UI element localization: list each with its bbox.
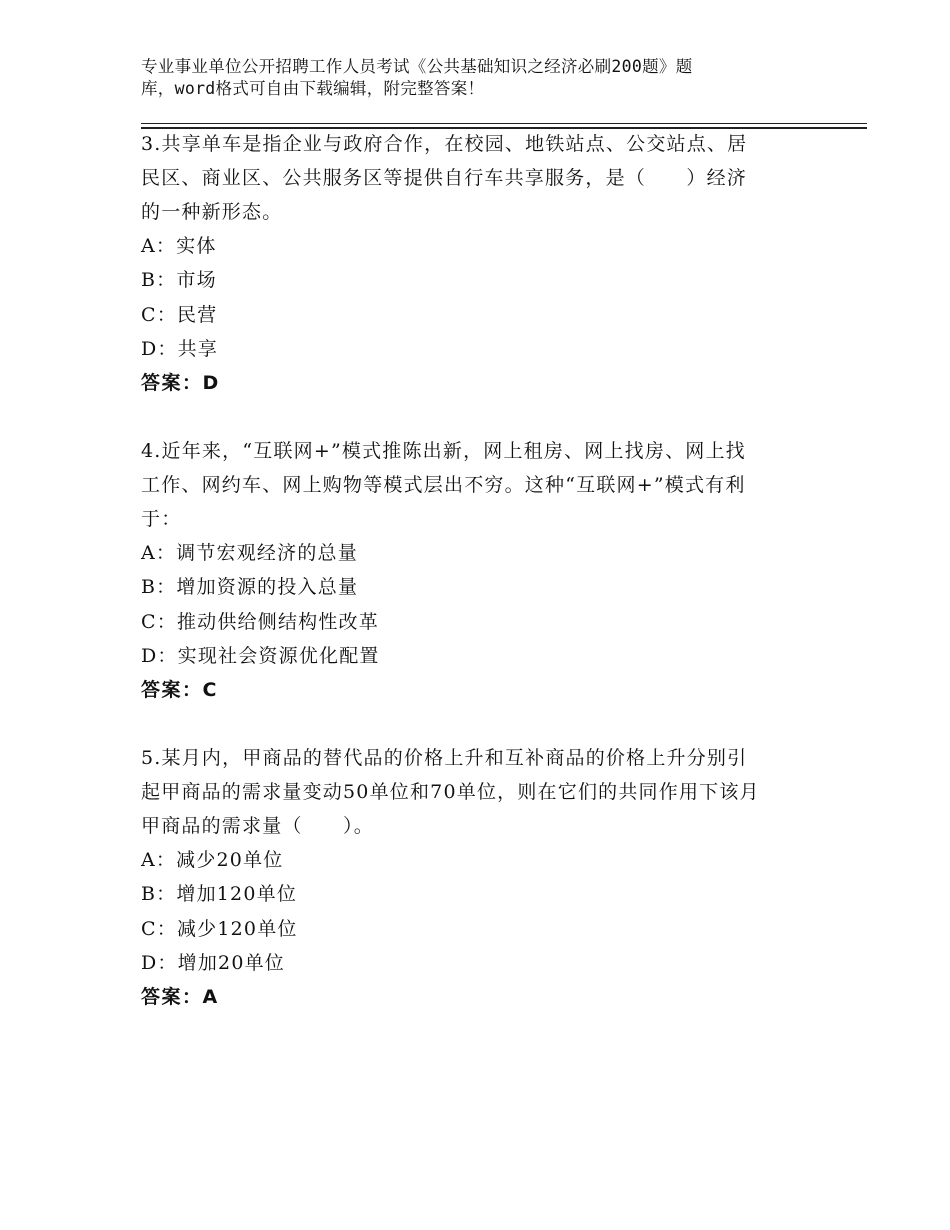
question-3 [141,127,821,400]
option-c: C：减少120单位 [141,917,298,940]
header-line-2: 库，word格式可自由下载编辑，附完整答案！ [141,79,485,98]
option-d: D：增加20单位 [141,951,286,974]
answer: 答案：A [141,986,219,1009]
question-stem-line: 工作、网约车、网上购物等模式层出不穷。这种“互联网+”模式有利 [141,474,746,496]
header-line-1: 专业事业单位公开招聘工作人员考试《公共基础知识之经济必刷200题》题 [141,57,693,76]
question-stem-line: 甲商品的需求量（ ）。 [141,815,374,837]
option-c: C：民营 [141,303,218,326]
option-a: A：调节宏观经济的总量 [141,542,358,564]
question-stem-line: 3.共享单车是指企业与政府合作，在校园、地铁站点、公交站点、居 [141,133,748,155]
question-stem-line: 民区、商业区、公共服务区等提供自行车共享服务，是（ ）经济 [141,167,748,189]
question-stem-line: 4.近年来，“互联网+”模式推陈出新，网上租房、网上找房、网上找 [141,440,746,462]
option-c: C：推动供给侧结构性改革 [141,610,379,633]
option-a: A：减少20单位 [141,849,284,871]
option-d: D：实现社会资源优化配置 [141,644,380,667]
question-stem-line: 起甲商品的需求量变动50单位和70单位，则在它们的共同作用下该月 [141,781,760,803]
answer: 答案：D [141,372,220,395]
option-a: A：实体 [141,235,217,257]
header-divider-thin [141,123,867,124]
option-d: D：共享 [141,337,219,360]
document-header [141,56,781,100]
question-4 [141,434,821,707]
question-stem-line: 于： [141,508,182,530]
question-stem-line: 5.某月内，甲商品的替代品的价格上升和互补商品的价格上升分别引 [141,747,748,769]
question-5 [141,741,821,1014]
question-stem-line: 的一种新形态。 [141,201,283,223]
answer: 答案：C [141,679,218,702]
option-b: B：市场 [141,269,217,292]
option-b: B：增加资源的投入总量 [141,576,359,599]
option-b: B：增加120单位 [141,883,298,906]
